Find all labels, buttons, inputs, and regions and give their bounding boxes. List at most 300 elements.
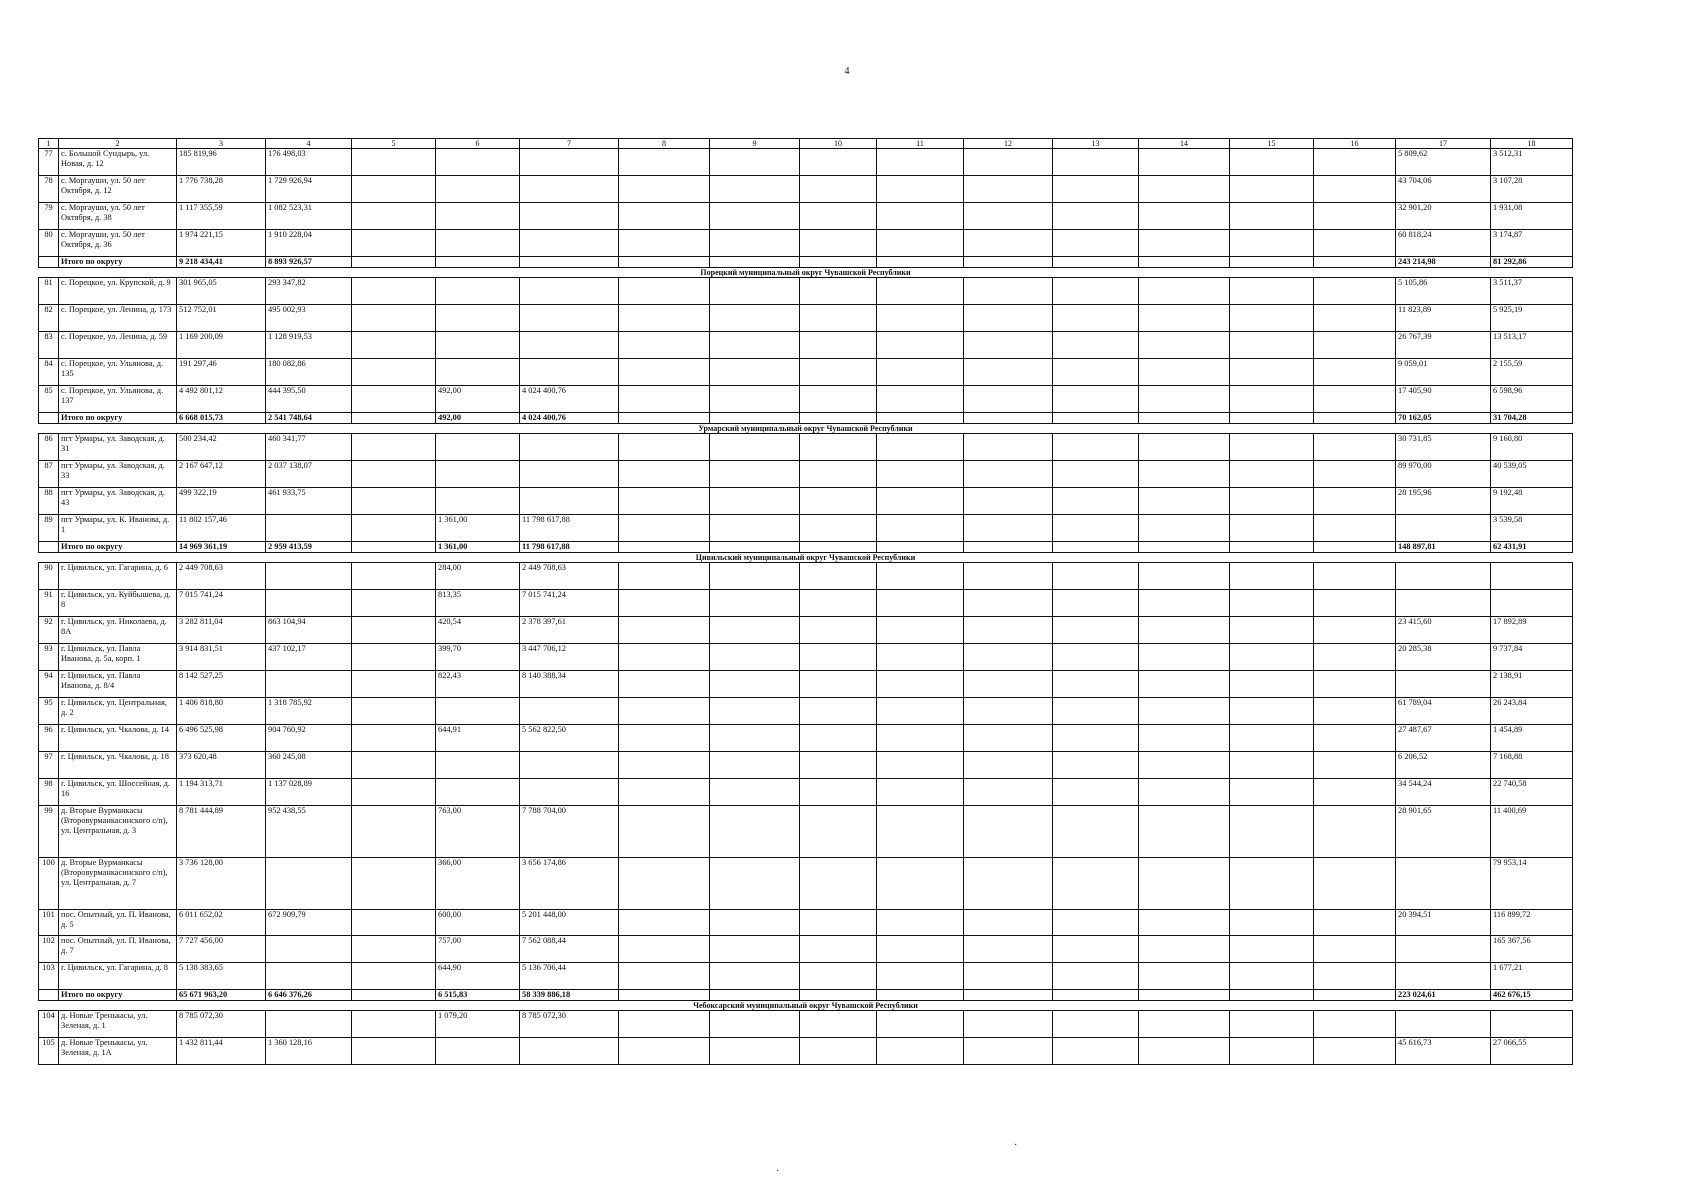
- address-cell: пгт Урмары, ул. Заводская, д. 31: [59, 434, 177, 461]
- value-cell: [436, 305, 520, 332]
- value-cell: [1396, 936, 1491, 963]
- table-row: [39, 936, 1573, 963]
- value-cell: [619, 671, 710, 698]
- value-cell: [266, 671, 352, 698]
- value-cell: 863 104,94: [266, 617, 352, 644]
- value-cell: 34 544,24: [1396, 779, 1491, 806]
- value-cell: [1139, 936, 1230, 963]
- value-cell: 32 901,20: [1396, 203, 1491, 230]
- value-cell: [710, 590, 800, 617]
- value-cell: 1 931,08: [1491, 203, 1573, 230]
- value-cell: [800, 671, 877, 698]
- address-cell: Итого по округу: [59, 257, 177, 268]
- value-cell: 492,00: [436, 413, 520, 424]
- value-cell: [1139, 590, 1230, 617]
- value-cell: [520, 752, 619, 779]
- value-cell: 1 432 811,44: [177, 1038, 266, 1065]
- value-cell: 6 646 376,26: [266, 990, 352, 1001]
- value-cell: [352, 359, 436, 386]
- value-cell: [1139, 488, 1230, 515]
- address-cell: с. Моргауши, ул. 50 лет Октября, д. 38: [59, 203, 177, 230]
- value-cell: [710, 332, 800, 359]
- value-cell: [1139, 230, 1230, 257]
- value-cell: 3 539,58: [1491, 515, 1573, 542]
- value-cell: [964, 176, 1053, 203]
- value-cell: [964, 590, 1053, 617]
- value-cell: 813,35: [436, 590, 520, 617]
- value-cell: 1 079,20: [436, 1011, 520, 1038]
- value-cell: [1396, 1011, 1491, 1038]
- value-cell: 191 297,46: [177, 359, 266, 386]
- value-cell: [800, 563, 877, 590]
- value-cell: 8 785 072,30: [177, 1011, 266, 1038]
- value-cell: [964, 806, 1053, 858]
- value-cell: 763,00: [436, 806, 520, 858]
- value-cell: [1230, 176, 1314, 203]
- value-cell: [800, 1038, 877, 1065]
- value-cell: [964, 779, 1053, 806]
- value-cell: [352, 936, 436, 963]
- value-cell: [1053, 461, 1139, 488]
- row-number: 101: [39, 910, 59, 936]
- value-cell: [1139, 386, 1230, 413]
- value-cell: [1314, 779, 1396, 806]
- value-cell: [877, 644, 964, 671]
- value-cell: [520, 434, 619, 461]
- value-cell: [964, 563, 1053, 590]
- table-row: [39, 434, 1573, 461]
- value-cell: [1396, 515, 1491, 542]
- value-cell: [352, 752, 436, 779]
- value-cell: [1230, 434, 1314, 461]
- address-cell: д. Новые Тренькасы, ул. Зеленая, д. 1: [59, 1011, 177, 1038]
- value-cell: 14 969 361,19: [177, 542, 266, 553]
- value-cell: [1139, 434, 1230, 461]
- value-cell: [800, 752, 877, 779]
- value-cell: [352, 176, 436, 203]
- value-cell: 1 406 818,80: [177, 698, 266, 725]
- address-cell: д. Вторые Вурманкасы (Второвурманкасинского с/п), ул. Центральная, д. 7: [59, 858, 177, 910]
- value-cell: [1053, 149, 1139, 176]
- table-row: [39, 1011, 1573, 1038]
- value-cell: 70 162,05: [1396, 413, 1491, 424]
- value-cell: [619, 617, 710, 644]
- table-row: [39, 963, 1573, 990]
- section-heading-row: [39, 424, 1573, 434]
- value-cell: [1139, 910, 1230, 936]
- value-cell: [1053, 858, 1139, 910]
- column-number: 16: [1314, 139, 1396, 149]
- value-cell: 644,91: [436, 725, 520, 752]
- table-row: [39, 305, 1573, 332]
- value-cell: [710, 563, 800, 590]
- value-cell: 6 011 652,02: [177, 910, 266, 936]
- value-cell: [1139, 698, 1230, 725]
- value-cell: [1053, 278, 1139, 305]
- address-cell: с. Моргауши, ул. 50 лет Октября, д. 12: [59, 176, 177, 203]
- value-cell: [436, 257, 520, 268]
- column-number: 1: [39, 139, 59, 149]
- value-cell: 904 760,92: [266, 725, 352, 752]
- value-cell: [877, 752, 964, 779]
- value-cell: [1053, 644, 1139, 671]
- value-cell: [877, 176, 964, 203]
- value-cell: [964, 698, 1053, 725]
- row-number: 77: [39, 149, 59, 176]
- value-cell: 3 656 174,86: [520, 858, 619, 910]
- value-cell: [1053, 590, 1139, 617]
- value-cell: [1053, 359, 1139, 386]
- value-cell: [877, 203, 964, 230]
- value-cell: [1053, 515, 1139, 542]
- row-number: 79: [39, 203, 59, 230]
- value-cell: [1053, 305, 1139, 332]
- value-cell: [266, 515, 352, 542]
- value-cell: [1230, 386, 1314, 413]
- value-cell: [1230, 305, 1314, 332]
- value-cell: [1053, 413, 1139, 424]
- value-cell: [1053, 488, 1139, 515]
- value-cell: 492,00: [436, 386, 520, 413]
- value-cell: 9 737,84: [1491, 644, 1573, 671]
- value-cell: [1230, 563, 1314, 590]
- value-cell: [710, 617, 800, 644]
- value-cell: 672 909,79: [266, 910, 352, 936]
- section-heading: Чебоксарский муниципальный округ Чувашской Республики: [39, 1001, 1573, 1011]
- value-cell: 3 914 831,51: [177, 644, 266, 671]
- value-cell: 6 668 015,73: [177, 413, 266, 424]
- value-cell: [1314, 963, 1396, 990]
- value-cell: [1139, 149, 1230, 176]
- value-cell: [619, 1011, 710, 1038]
- value-cell: [619, 963, 710, 990]
- value-cell: [800, 359, 877, 386]
- value-cell: [1230, 936, 1314, 963]
- value-cell: 7 015 741,24: [520, 590, 619, 617]
- value-cell: [964, 488, 1053, 515]
- value-cell: [1053, 542, 1139, 553]
- value-cell: [436, 332, 520, 359]
- value-cell: 6 598,96: [1491, 386, 1573, 413]
- value-cell: [352, 725, 436, 752]
- value-cell: [619, 563, 710, 590]
- value-cell: 23 415,60: [1396, 617, 1491, 644]
- row-number: [39, 990, 59, 1001]
- value-cell: 2 449 708,63: [520, 563, 619, 590]
- value-cell: 1 194 313,71: [177, 779, 266, 806]
- value-cell: [1230, 149, 1314, 176]
- value-cell: [1230, 278, 1314, 305]
- value-cell: 8 893 926,57: [266, 257, 352, 268]
- value-cell: [877, 806, 964, 858]
- column-number: 4: [266, 139, 352, 149]
- value-cell: 1 169 200,09: [177, 332, 266, 359]
- value-cell: [1053, 910, 1139, 936]
- value-cell: [352, 1011, 436, 1038]
- value-cell: [1491, 1011, 1573, 1038]
- value-cell: [1230, 779, 1314, 806]
- value-cell: [877, 305, 964, 332]
- value-cell: [877, 990, 964, 1001]
- table-row: [39, 563, 1573, 590]
- row-number: 105: [39, 1038, 59, 1065]
- value-cell: [1230, 488, 1314, 515]
- row-number: [39, 413, 59, 424]
- value-cell: [1230, 515, 1314, 542]
- table-row: [39, 203, 1573, 230]
- table-row: [39, 698, 1573, 725]
- table-row: [39, 590, 1573, 617]
- address-cell: пос. Опытный, ул. П. Иванова, д. 7: [59, 936, 177, 963]
- row-number: 94: [39, 671, 59, 698]
- value-cell: [1230, 590, 1314, 617]
- value-cell: [964, 858, 1053, 910]
- value-cell: [1396, 858, 1491, 910]
- value-cell: [1139, 752, 1230, 779]
- value-cell: [352, 963, 436, 990]
- value-cell: 284,00: [436, 563, 520, 590]
- column-number: 17: [1396, 139, 1491, 149]
- value-cell: [1053, 203, 1139, 230]
- value-cell: [1314, 990, 1396, 1001]
- value-cell: [352, 644, 436, 671]
- value-cell: [520, 257, 619, 268]
- column-number: 5: [352, 139, 436, 149]
- value-cell: 11 798 617,88: [520, 542, 619, 553]
- value-cell: [800, 515, 877, 542]
- value-cell: [619, 278, 710, 305]
- value-cell: [1230, 257, 1314, 268]
- value-cell: 26 767,39: [1396, 332, 1491, 359]
- address-cell: г. Цивильск, ул. Павла Иванова, д. 5а, корп. 1: [59, 644, 177, 671]
- value-cell: [1139, 278, 1230, 305]
- value-cell: [352, 698, 436, 725]
- value-cell: [710, 1038, 800, 1065]
- scan-speck: ·: [1014, 1140, 1018, 1151]
- value-cell: [710, 542, 800, 553]
- value-cell: [1230, 230, 1314, 257]
- value-cell: 7 788 704,00: [520, 806, 619, 858]
- value-cell: [1139, 1038, 1230, 1065]
- value-cell: [619, 488, 710, 515]
- value-cell: 9 192,48: [1491, 488, 1573, 515]
- value-cell: [964, 149, 1053, 176]
- value-cell: [1230, 359, 1314, 386]
- value-cell: 512 752,01: [177, 305, 266, 332]
- value-cell: [520, 1038, 619, 1065]
- value-cell: 61 789,04: [1396, 698, 1491, 725]
- value-cell: [619, 752, 710, 779]
- row-number: 102: [39, 936, 59, 963]
- row-number: 90: [39, 563, 59, 590]
- value-cell: [1314, 698, 1396, 725]
- value-cell: [877, 515, 964, 542]
- value-cell: [1053, 1011, 1139, 1038]
- value-cell: 3 447 706,12: [520, 644, 619, 671]
- value-cell: [710, 488, 800, 515]
- value-cell: [1314, 644, 1396, 671]
- value-cell: [710, 386, 800, 413]
- value-cell: [800, 725, 877, 752]
- value-cell: [710, 149, 800, 176]
- table-row: [39, 332, 1573, 359]
- value-cell: [436, 779, 520, 806]
- value-cell: 462 676,15: [1491, 990, 1573, 1001]
- value-cell: [877, 725, 964, 752]
- value-cell: [710, 936, 800, 963]
- value-cell: [710, 752, 800, 779]
- value-cell: 2 138,91: [1491, 671, 1573, 698]
- row-number: 91: [39, 590, 59, 617]
- value-cell: [1053, 176, 1139, 203]
- value-cell: [710, 910, 800, 936]
- value-cell: [619, 434, 710, 461]
- value-cell: 27 066,55: [1491, 1038, 1573, 1065]
- address-cell: пгт Урмары, ул. Заводская, д. 43: [59, 488, 177, 515]
- value-cell: [1230, 644, 1314, 671]
- value-cell: [710, 305, 800, 332]
- value-cell: 366,00: [436, 858, 520, 910]
- table-row: [39, 671, 1573, 698]
- value-cell: 65 671 963,20: [177, 990, 266, 1001]
- value-cell: [877, 1038, 964, 1065]
- table-row: [39, 386, 1573, 413]
- value-cell: [1053, 725, 1139, 752]
- address-cell: г. Цивильск, ул. Шоссейная, д. 16: [59, 779, 177, 806]
- value-cell: [1053, 257, 1139, 268]
- value-cell: [1314, 806, 1396, 858]
- value-cell: [1314, 563, 1396, 590]
- value-cell: [436, 461, 520, 488]
- value-cell: [1053, 752, 1139, 779]
- value-cell: 2 167 647,12: [177, 461, 266, 488]
- value-cell: [352, 230, 436, 257]
- value-cell: [619, 698, 710, 725]
- value-cell: [1314, 515, 1396, 542]
- value-cell: [1314, 257, 1396, 268]
- value-cell: [877, 858, 964, 910]
- value-cell: [800, 434, 877, 461]
- value-cell: 1 729 926,94: [266, 176, 352, 203]
- value-cell: [1053, 230, 1139, 257]
- value-cell: [877, 149, 964, 176]
- value-cell: [710, 644, 800, 671]
- value-cell: 2 541 748,64: [266, 413, 352, 424]
- value-cell: [964, 644, 1053, 671]
- address-cell: с. Моргауши, ул. 50 лет Октября, д. 36: [59, 230, 177, 257]
- value-cell: [520, 698, 619, 725]
- value-cell: [964, 963, 1053, 990]
- value-cell: [877, 413, 964, 424]
- value-cell: [964, 1038, 1053, 1065]
- value-cell: 499 322,19: [177, 488, 266, 515]
- value-cell: 2 378 397,61: [520, 617, 619, 644]
- value-cell: [877, 563, 964, 590]
- value-cell: [619, 230, 710, 257]
- address-cell: г. Цивильск, ул. Чкалова, д. 14: [59, 725, 177, 752]
- value-cell: [619, 644, 710, 671]
- section-heading-row: [39, 553, 1573, 563]
- value-cell: [352, 413, 436, 424]
- column-number: 11: [877, 139, 964, 149]
- value-cell: 3 282 811,04: [177, 617, 266, 644]
- value-cell: [1314, 1011, 1396, 1038]
- value-cell: [877, 1011, 964, 1038]
- row-number: 89: [39, 515, 59, 542]
- value-cell: [1230, 990, 1314, 1001]
- value-cell: [1139, 461, 1230, 488]
- value-cell: 1 137 028,89: [266, 779, 352, 806]
- value-cell: [520, 176, 619, 203]
- row-number: 99: [39, 806, 59, 858]
- address-cell: г. Цивильск, ул. Павла Иванова, д. 8/4: [59, 671, 177, 698]
- value-cell: [964, 990, 1053, 1001]
- row-number: 78: [39, 176, 59, 203]
- value-cell: 17 405,90: [1396, 386, 1491, 413]
- value-cell: 1 454,89: [1491, 725, 1573, 752]
- table-row: [39, 617, 1573, 644]
- value-cell: [436, 434, 520, 461]
- value-cell: 420,54: [436, 617, 520, 644]
- value-cell: [964, 413, 1053, 424]
- value-cell: [619, 910, 710, 936]
- value-cell: [964, 203, 1053, 230]
- value-cell: [800, 617, 877, 644]
- section-heading-row: [39, 268, 1573, 278]
- address-cell: с. Большой Сундырь, ул. Новая, д. 12: [59, 149, 177, 176]
- value-cell: [352, 515, 436, 542]
- value-cell: 644,90: [436, 963, 520, 990]
- address-cell: пгт Урмары, ул. К. Иванова, д. 1: [59, 515, 177, 542]
- value-cell: 9 218 434,41: [177, 257, 266, 268]
- value-cell: 27 487,67: [1396, 725, 1491, 752]
- value-cell: 461 933,75: [266, 488, 352, 515]
- value-cell: [710, 413, 800, 424]
- value-cell: 22 740,58: [1491, 779, 1573, 806]
- value-cell: 3 107,28: [1491, 176, 1573, 203]
- value-cell: 1 910 228,04: [266, 230, 352, 257]
- value-cell: [1139, 858, 1230, 910]
- value-cell: [964, 332, 1053, 359]
- value-cell: [877, 590, 964, 617]
- value-cell: 60 818,24: [1396, 230, 1491, 257]
- value-cell: 11 823,89: [1396, 305, 1491, 332]
- value-cell: [800, 542, 877, 553]
- value-cell: [352, 278, 436, 305]
- value-cell: [352, 461, 436, 488]
- row-number: 80: [39, 230, 59, 257]
- value-cell: [877, 698, 964, 725]
- value-cell: [877, 230, 964, 257]
- value-cell: [800, 257, 877, 268]
- value-cell: [710, 725, 800, 752]
- value-cell: 500 234,42: [177, 434, 266, 461]
- value-cell: [266, 936, 352, 963]
- value-cell: [436, 230, 520, 257]
- column-number: 15: [1230, 139, 1314, 149]
- table-row: [39, 644, 1573, 671]
- row-number: 97: [39, 752, 59, 779]
- table-row: [39, 725, 1573, 752]
- value-cell: 460 341,77: [266, 434, 352, 461]
- value-cell: [710, 257, 800, 268]
- address-cell: Итого по округу: [59, 542, 177, 553]
- value-cell: [352, 806, 436, 858]
- value-cell: [1053, 990, 1139, 1001]
- value-cell: [710, 858, 800, 910]
- value-cell: [520, 203, 619, 230]
- value-cell: [1314, 413, 1396, 424]
